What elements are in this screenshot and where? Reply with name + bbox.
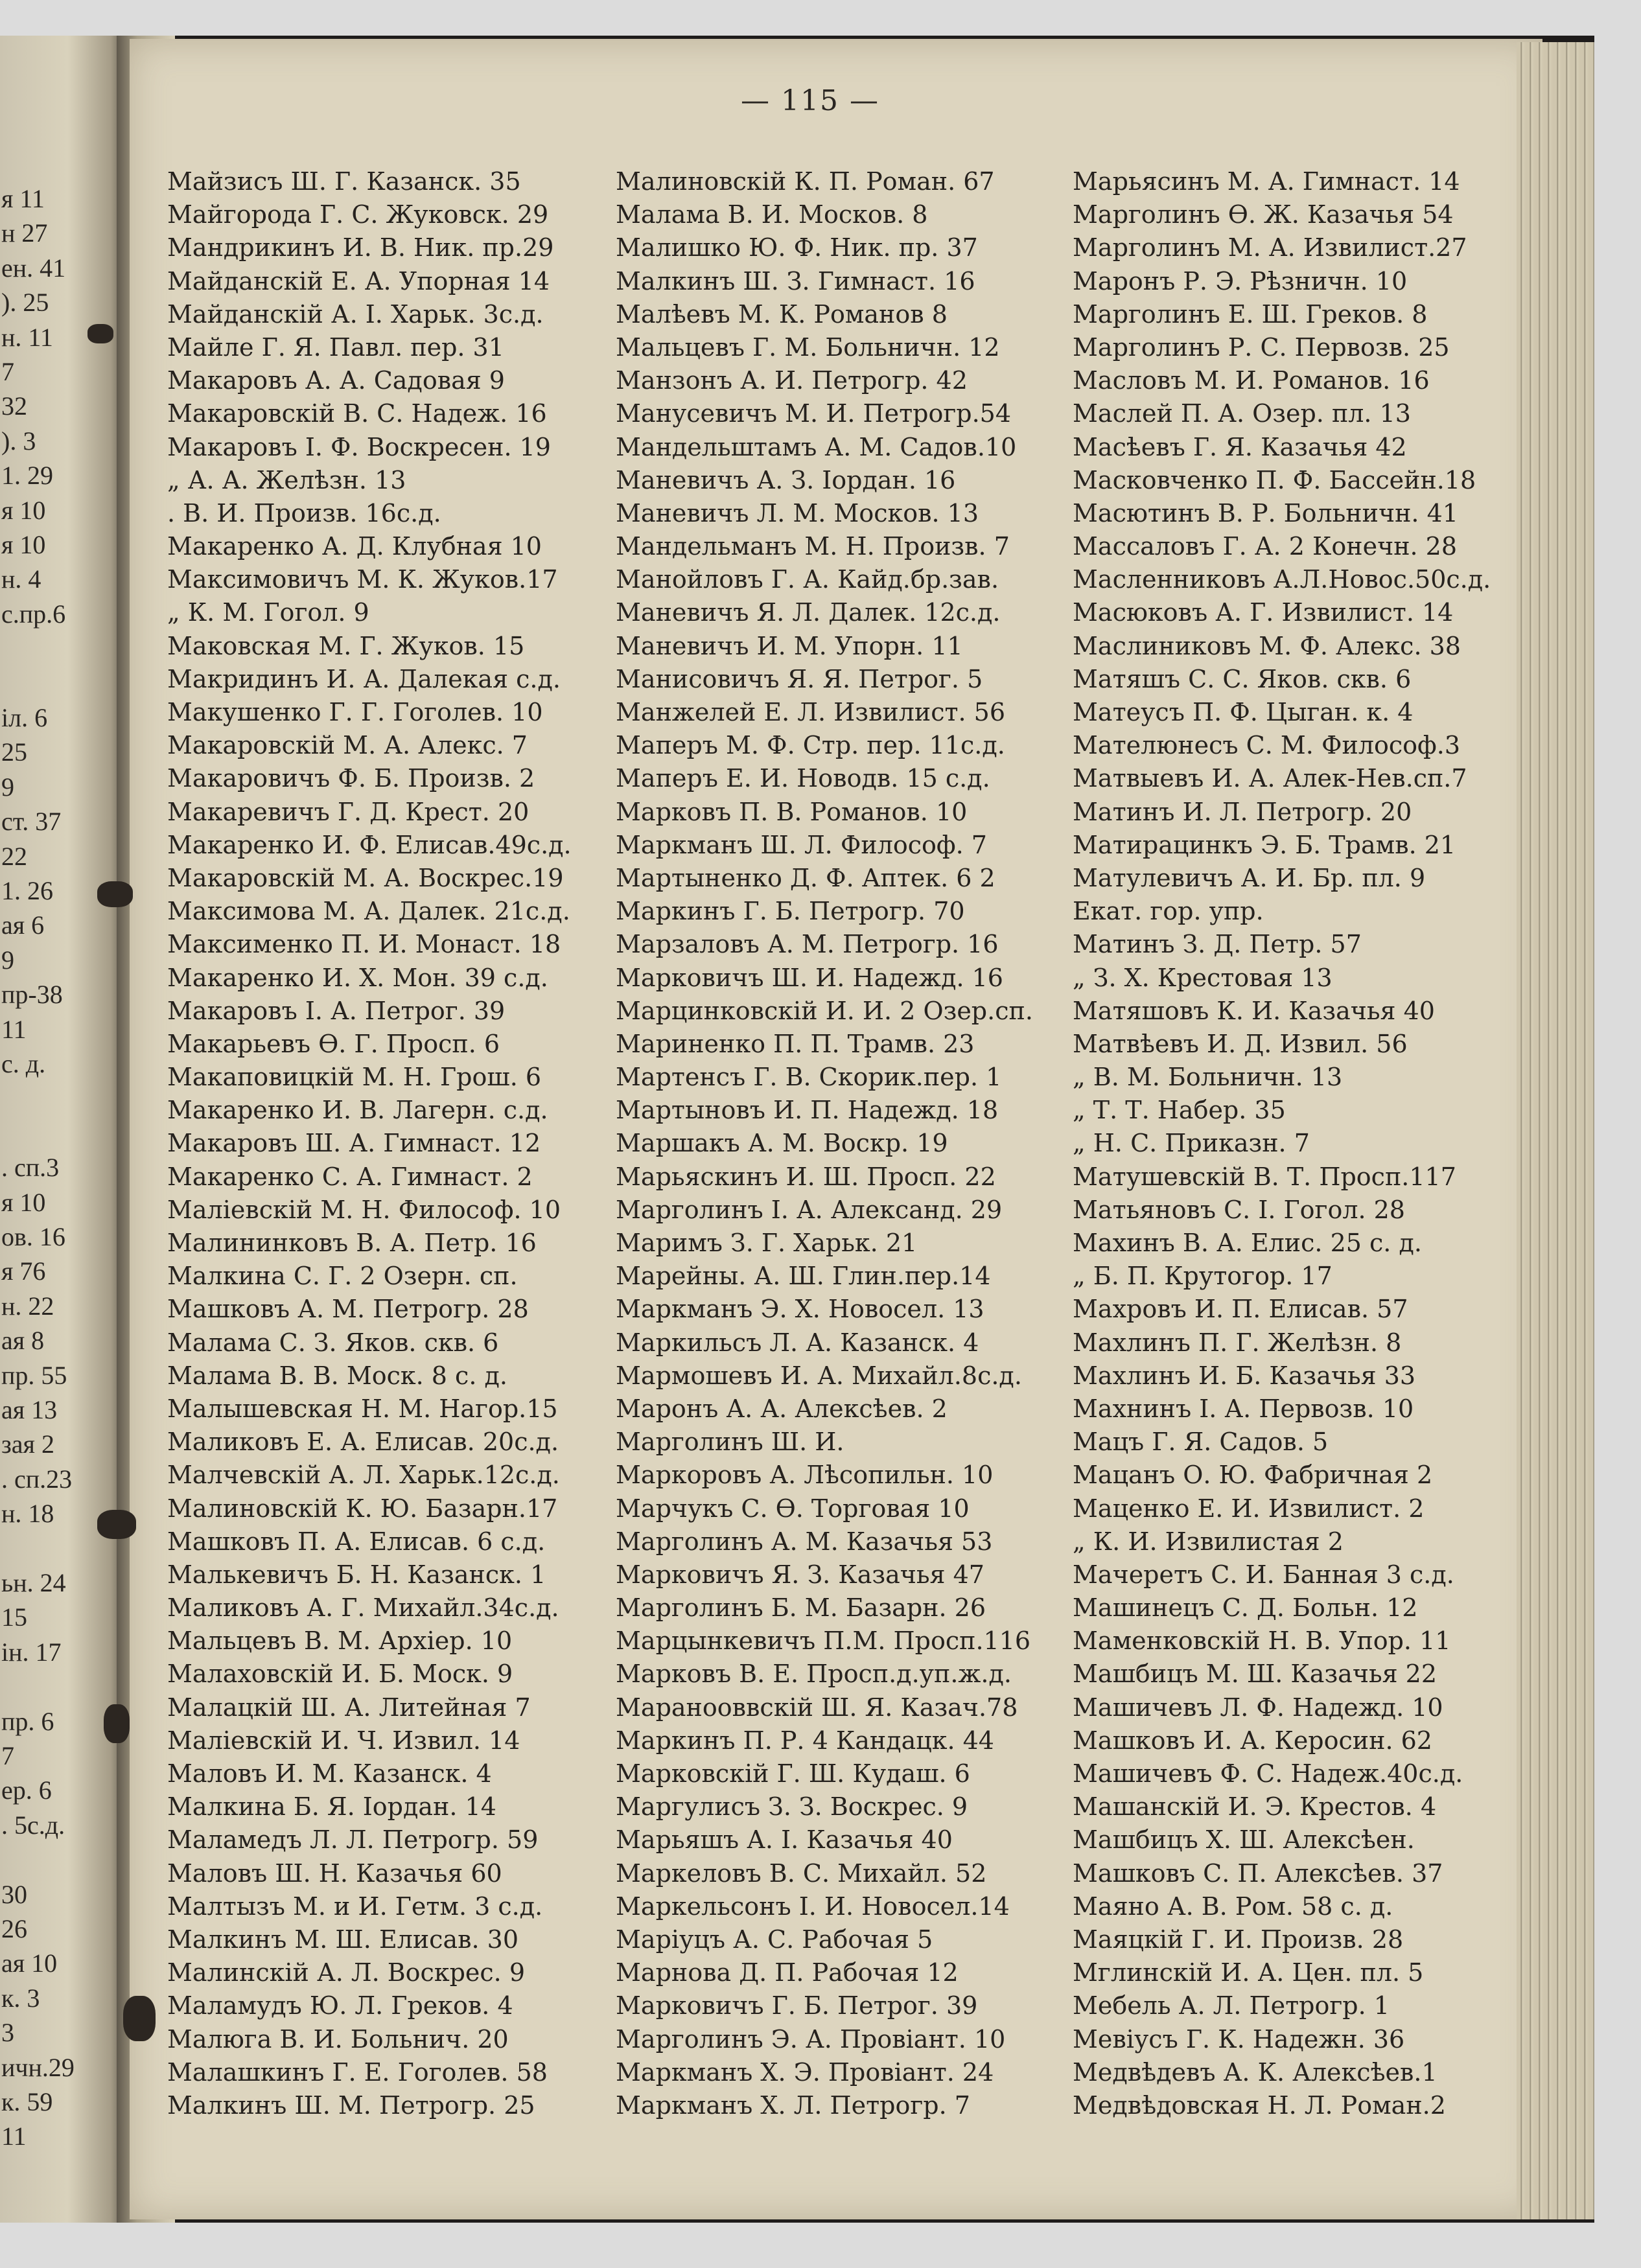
directory-entry: Малаховскій И. Б. Моск. 9	[167, 1660, 513, 1689]
previous-page-fragment: 9	[1, 772, 14, 802]
previous-page-fragment: 11	[1, 2122, 27, 2151]
directory-entry: Макридинъ И. А. Далекая с.д.	[167, 664, 561, 693]
directory-entry: Малама В. И. Москов. 8	[616, 200, 928, 229]
directory-entry: Малининковъ В. А. Петр. 16	[167, 1229, 537, 1257]
directory-entry: Маламудъ Ю. Л. Греков. 4	[167, 1991, 513, 2020]
directory-entry: Максимовичъ М. К. Жуков.17	[167, 565, 558, 594]
directory-entry: Макаровъ І. Ф. Воскресен. 19	[167, 432, 551, 461]
directory-entry: Мателюнесъ С. М. Философ.3	[1073, 731, 1460, 760]
directory-entry: Махинъ В. А. Елис. 25 с. д.	[1073, 1229, 1422, 1257]
previous-page-fragment: н. 22	[1, 1291, 54, 1321]
previous-page-fragment: ов. 16	[1, 1222, 65, 1251]
directory-entry: Мартыненко Д. Ф. Аптек. 6 2	[616, 863, 995, 892]
previous-page-fragment: н. 18	[1, 1499, 54, 1529]
previous-page-fragment: ая 6	[1, 910, 45, 940]
directory-entry: Маргулисъ З. З. Воскрес. 9	[616, 1792, 968, 1822]
directory-entry: Майгорода Г. С. Жуковск. 29	[167, 200, 549, 229]
directory-entry: Малама С. З. Яков. скв. 6	[167, 1328, 499, 1357]
directory-entry: Масленниковъ А.Л.Новос.50с.д.	[1073, 565, 1491, 594]
directory-entry: Маркманъ Х. Л. Петрогр. 7	[616, 2090, 970, 2120]
directory-entry: Марковъ В. Е. Просп.д.уп.ж.д.	[616, 1660, 1012, 1689]
directory-entry: Матвѣевъ И. Д. Извил. 56	[1073, 1029, 1408, 1058]
directory-entry: Маценко Е. И. Извилист. 2	[1073, 1494, 1425, 1523]
previous-page-fragment: я 10	[1, 530, 46, 559]
directory-entry: Маронъ А. А. Алексѣев. 2	[616, 1394, 948, 1423]
previous-page-fragment: 7	[1, 357, 14, 386]
directory-entry: Макаровичъ Ф. Б. Произв. 2	[167, 764, 535, 793]
directory-entry: Марковичъ Я. З. Казачья 47	[616, 1560, 984, 1589]
previous-page-fragment: 26	[1, 1914, 27, 1943]
ink-mark	[97, 881, 133, 907]
directory-entry: „ З. Х. Крестовая 13	[1073, 963, 1333, 992]
directory-entry: Махлинъ И. Б. Казачья 33	[1073, 1361, 1416, 1390]
directory-entry: „ К. М. Гогол. 9	[167, 598, 369, 627]
directory-entry: Макарьевъ Ѳ. Г. Просп. 6	[167, 1029, 500, 1058]
directory-entry: Макаренко И. В. Лагерн. с.д.	[167, 1096, 548, 1125]
directory-entry: Марголинъ Р. С. Первозв. 25	[1073, 332, 1450, 362]
directory-entry: Маршакъ А. М. Воскр. 19	[616, 1129, 948, 1158]
directory-entry: Марцинковскій И. И. 2 Озер.сп.	[616, 996, 1033, 1025]
directory-entry: „ В. М. Больничн. 13	[1073, 1063, 1343, 1092]
directory-entry: Мальцевъ Г. М. Больничн. 12	[616, 332, 1000, 362]
directory-entry: Майле Г. Я. Павл. пер. 31	[167, 332, 504, 362]
directory-entry: Маслей П. А. Озер. пл. 13	[1073, 399, 1411, 428]
directory-entry: „ Н. С. Приказн. 7	[1073, 1129, 1310, 1158]
directory-entry: Маранооввскій Ш. Я. Казач.78	[616, 1693, 1018, 1722]
previous-page-fragment: с.пр.6	[1, 599, 66, 629]
directory-entry: Малтызъ М. и И. Гетм. 3 с.д.	[167, 1892, 543, 1921]
directory-entry: Макаровъ Ш. А. Гимнаст. 12	[167, 1129, 541, 1158]
directory-entry: Максимова М. А. Далек. 21с.д.	[167, 897, 570, 926]
previous-page-fragment: пр. 6	[1, 1706, 54, 1736]
previous-page-fragment: 1. 26	[1, 876, 53, 905]
previous-page-fragment: к. 3	[1, 1983, 40, 2013]
previous-page-fragment: ая 10	[1, 1949, 58, 1978]
directory-entry: Марголинъ Б. М. Базарн. 26	[616, 1593, 986, 1623]
directory-entry: Екат. гор. упр.	[1073, 897, 1264, 926]
directory-entry: Малкинъ Ш. М. Петрогр. 25	[167, 2090, 535, 2120]
directory-entry: Марзаловъ А. М. Петрогр. 16	[616, 930, 999, 959]
directory-entry: Малкинъ М. Ш. Елисав. 30	[167, 1925, 519, 1954]
directory-entry: Маневичъ Л. М. Москов. 13	[616, 498, 979, 527]
directory-entry: Малама В. В. Моск. 8 с. д.	[167, 1361, 507, 1390]
previous-page-fragment: ст. 37	[1, 807, 62, 837]
directory-entry: Макаровскій М. А. Алекс. 7	[167, 731, 528, 760]
directory-entry: Мевіусъ Г. К. Надежн. 36	[1073, 2024, 1405, 2054]
directory-entry: Маковская М. Г. Жуков. 15	[167, 631, 525, 660]
ink-mark	[123, 1996, 156, 2041]
directory-entry: Маркоровъ А. Лѣсопильн. 10	[616, 1461, 994, 1490]
previous-page-fragment: н. 4	[1, 564, 41, 594]
directory-entry: Марчукъ С. Ѳ. Торговая 10	[616, 1494, 970, 1523]
directory-entry: Малиновскій К. П. Роман. 67	[616, 167, 995, 196]
previous-page-fragment: ер. 6	[1, 1776, 52, 1805]
previous-page-fragment: ьн. 24	[1, 1568, 66, 1597]
directory-entry: Медвѣдовская Н. Л. Роман.2	[1073, 2090, 1446, 2120]
directory-entry: Мандельштамъ А. М. Садов.10	[616, 432, 1017, 461]
directory-entry: Марьяскинъ И. Ш. Просп. 22	[616, 1162, 996, 1191]
previous-page-fragment: зая 2	[1, 1429, 54, 1459]
directory-entry: Макаренко И. Х. Мон. 39 с.д.	[167, 963, 548, 992]
directory-entry: Маловъ И. М. Казанск. 4	[167, 1759, 492, 1788]
directory-entry: Мглинскій И. А. Цен. пл. 5	[1073, 1958, 1424, 1987]
directory-entry: Маслиниковъ М. Ф. Алекс. 38	[1073, 631, 1461, 660]
directory-entry: Марголинъ Ѳ. Ж. Казачья 54	[1073, 200, 1454, 229]
directory-entry: Маріуцъ А. С. Рабочая 5	[616, 1925, 933, 1954]
directory-entry: Маліевскій И. Ч. Извил. 14	[167, 1726, 520, 1755]
directory-entry: Марголинъ М. А. Извилист.27	[1073, 233, 1467, 262]
directory-entry: Маламедъ Л. Л. Петрогр. 59	[167, 1825, 539, 1855]
directory-entry: Матинъ З. Д. Петр. 57	[1073, 930, 1362, 959]
previous-page-fragment: к. 59	[1, 2087, 53, 2116]
previous-page-fragment: ). 3	[1, 426, 36, 456]
previous-page-edge	[0, 36, 123, 2223]
previous-page-fragment: 1. 29	[1, 461, 53, 491]
directory-entry: Матеусъ П. Ф. Цыган. к. 4	[1073, 698, 1414, 726]
directory-entry: Малиновскій К. Ю. Базарн.17	[167, 1494, 558, 1523]
directory-entry: Манзонъ А. И. Петрогр. 42	[616, 366, 968, 395]
ink-mark	[97, 1510, 136, 1539]
directory-entry: „ Б. П. Крутогор. 17	[1073, 1262, 1333, 1291]
directory-entry: Масюковъ А. Г. Извилист. 14	[1073, 598, 1454, 627]
directory-entry: Майданскій Е. А. Упорная 14	[167, 266, 550, 295]
previous-page-fragment: ая 8	[1, 1326, 45, 1356]
directory-entry: Маркинъ Г. Б. Петрогр. 70	[616, 897, 965, 926]
directory-entry: Машковъ И. А. Керосин. 62	[1073, 1726, 1432, 1755]
directory-entry: Маркманъ Ш. Л. Философ. 7	[616, 830, 987, 859]
directory-entry: Маркманъ Э. Х. Новосел. 13	[616, 1295, 984, 1324]
directory-entry: Матяшовъ К. И. Казачья 40	[1073, 996, 1435, 1025]
directory-entry: Маронъ Р. Э. Рѣзничн. 10	[1073, 266, 1408, 295]
directory-entry: Матвыевъ И. А. Алек-Нев.сп.7	[1073, 764, 1467, 793]
directory-entry: Махровъ И. П. Елисав. 57	[1073, 1295, 1408, 1324]
directory-entry: Марковичъ Г. Б. Петрог. 39	[616, 1991, 978, 2020]
directory-entry: Марковъ П. В. Романов. 10	[616, 797, 968, 826]
directory-entry: Машковъ А. М. Петрогр. 28	[167, 1295, 529, 1324]
previous-page-fragment: 15	[1, 1603, 27, 1632]
ink-mark	[104, 1704, 130, 1743]
directory-entry: Машковъ П. А. Елисав. 6 с.д.	[167, 1527, 546, 1556]
directory-entry: Марголинъ Э. А. Провіант. 10	[616, 2024, 1006, 2054]
directory-entry: Масютинъ В. Р. Больничн. 41	[1073, 498, 1458, 527]
directory-entry: Макаровскій М. А. Воскрес.19	[167, 863, 564, 892]
directory-entry: Марковскій Г. Ш. Кудаш. 6	[616, 1759, 970, 1788]
bottom-margin	[0, 2223, 1641, 2268]
directory-entry: Мандрикинъ И. В. Ник. пр.29	[167, 233, 554, 262]
directory-entry: Маневичъ А. З. Іордан. 16	[616, 465, 956, 494]
directory-entry: Массаловъ Г. А. 2 Конечн. 28	[1073, 532, 1458, 561]
previous-page-fragment: ая 13	[1, 1395, 58, 1424]
directory-entry: Манжелей Е. Л. Извилист. 56	[616, 698, 1006, 726]
directory-entry: Мариненко П. П. Трамв. 23	[616, 1029, 975, 1058]
previous-page-fragment: . сп.3	[1, 1153, 60, 1183]
directory-entry: Маневичъ И. М. Упорн. 11	[616, 631, 963, 660]
directory-entry: Машковъ С. П. Алексѣев. 37	[1073, 1858, 1443, 1888]
previous-page-fragment: ичн.29	[1, 2052, 75, 2082]
directory-entry: Макаренко И. Ф. Елисав.49с.д.	[167, 830, 572, 859]
directory-entry: Марголинъ А. М. Казачья 53	[616, 1527, 993, 1556]
previous-page-fragment: н 27	[1, 218, 48, 248]
directory-entry: Мартыновъ И. П. Надежд. 18	[616, 1096, 999, 1125]
directory-entry: Малчевскій А. Л. Харьк.12с.д.	[167, 1461, 560, 1490]
directory-entry: Мебель А. Л. Петрогр. 1	[1073, 1991, 1390, 2020]
previous-page-fragment: 7	[1, 1741, 14, 1770]
directory-entry: Матирацинкъ Э. Б. Трамв. 21	[1073, 830, 1456, 859]
previous-page-fragment: с. д.	[1, 1049, 46, 1078]
previous-page-fragment: ін. 17	[1, 1637, 62, 1667]
directory-entry: Маменковскій Н. В. Упор. 11	[1073, 1626, 1451, 1656]
previous-page-fragment: . сп.23	[1, 1464, 73, 1494]
directory-entry: Машбицъ Х. Ш. Алексѣен.	[1073, 1825, 1415, 1855]
directory-entry: Макаровъ А. А. Садовая 9	[167, 366, 505, 395]
directory-entry: Марголинъ Е. Ш. Греков. 8	[1073, 299, 1428, 329]
directory-entry: Мандельманъ М. Н. Произв. 7	[616, 532, 1010, 561]
previous-page-fragment: 25	[1, 737, 27, 767]
directory-entry: Мацанъ О. Ю. Фабричная 2	[1073, 1461, 1433, 1490]
directory-entry: „ А. А. Желѣзн. 13	[167, 465, 406, 494]
directory-entry: Маяцкій Г. И. Произв. 28	[1073, 1925, 1404, 1954]
directory-entry: Макаповицкій М. Н. Грош. 6	[167, 1063, 542, 1092]
directory-entry: Малинскій А. Л. Воскрес. 9	[167, 1958, 526, 1987]
directory-entry: Макаренко С. А. Гимнаст. 2	[167, 1162, 533, 1191]
directory-entry: Маркманъ Х. Э. Провіант. 24	[616, 2057, 994, 2087]
previous-page-fragment: я 10	[1, 495, 46, 525]
directory-entry: Марковичъ Ш. И. Надежд. 16	[616, 963, 1003, 992]
previous-page-fragment: я 10	[1, 1187, 46, 1217]
directory-entry: Маркильсъ Л. А. Казанск. 4	[616, 1328, 979, 1357]
directory-entry: Макаровъ І. А. Петрог. 39	[167, 996, 506, 1025]
directory-column-3	[1073, 165, 1526, 2122]
directory-entry: Майзисъ Ш. Г. Казанск. 35	[167, 167, 521, 196]
directory-entry: Малацкій Ш. А. Литейная 7	[167, 1693, 531, 1722]
directory-entry: Манисовичъ Я. Я. Петрог. 5	[616, 664, 983, 693]
directory-entry: Машичевъ Л. Ф. Надежд. 10	[1073, 1693, 1443, 1722]
previous-page-fragment: 32	[1, 391, 27, 421]
previous-page-fragment: 22	[1, 841, 27, 871]
directory-entry: Мачеретъ С. И. Банная 3 с.д.	[1073, 1560, 1454, 1589]
previous-page-fragment: 30	[1, 1879, 27, 1909]
directory-entry: Майданскій А. І. Харьк. 3с.д.	[167, 299, 544, 329]
directory-entry: Маловъ Ш. Н. Казачья 60	[167, 1858, 502, 1888]
directory-entry: Маркеловъ В. С. Михайл. 52	[616, 1858, 987, 1888]
directory-entry: Макаровскій В. С. Надеж. 16	[167, 399, 547, 428]
directory-entry: Маперъ Е. И. Новодв. 15 с.д.	[616, 764, 990, 793]
directory-entry: Матяшъ С. С. Яков. скв. 6	[1073, 664, 1412, 693]
directory-entry: Матинъ И. Л. Петрогр. 20	[1073, 797, 1412, 826]
directory-entry: Масковченко П. Ф. Бассейн.18	[1073, 465, 1476, 494]
directory-entry: Масловъ М. И. Романов. 16	[1073, 366, 1430, 395]
directory-entry: Масѣевъ Г. Я. Казачья 42	[1073, 432, 1407, 461]
directory-entry: Малышевская Н. М. Нагор.15	[167, 1394, 558, 1423]
directory-entry: Малкина Б. Я. Іордан. 14	[167, 1792, 496, 1822]
directory-entry: Максименко П. И. Монаст. 18	[167, 930, 561, 959]
directory-entry: Маликовъ Е. А. Елисав. 20с.д.	[167, 1428, 559, 1457]
previous-page-fragment: н. 11	[1, 322, 53, 352]
directory-entry: Матушевскій В. Т. Просп.117	[1073, 1162, 1456, 1191]
directory-column-1	[167, 165, 614, 2122]
previous-page-fragment: іл. 6	[1, 703, 48, 732]
directory-column-2	[616, 165, 1073, 2122]
ink-mark	[87, 324, 113, 343]
directory-entry: Маяно А. В. Ром. 58 с. д.	[1073, 1892, 1393, 1921]
previous-page-fragment: 9	[1, 945, 14, 975]
previous-page-fragment: 11	[1, 1014, 27, 1044]
directory-entry: Медвѣдевъ А. К. Алексѣев.1	[1073, 2057, 1437, 2087]
directory-entry: Марголинъ Ш. И.	[616, 1428, 844, 1457]
directory-entry: Машинецъ С. Д. Больн. 12	[1073, 1593, 1418, 1623]
directory-entry: Маримъ З. Г. Харьк. 21	[616, 1229, 918, 1257]
directory-entry: Машбицъ М. Ш. Казачья 22	[1073, 1660, 1437, 1689]
previous-page-fragment: пр-38	[1, 980, 63, 1010]
directory-entry: Маперъ М. Ф. Стр. пер. 11с.д.	[616, 731, 1005, 760]
directory-entry: Малкина С. Г. 2 Озерн. сп.	[167, 1262, 518, 1291]
previous-page-fragment: 3	[1, 2018, 14, 2048]
directory-entry: Машанскій И. Э. Крестов. 4	[1073, 1792, 1437, 1822]
directory-entry: Малкинъ Ш. З. Гимнаст. 16	[616, 266, 975, 295]
directory-entry: Матулевичъ А. И. Бр. пл. 9	[1073, 863, 1426, 892]
directory-entry: Марейны. А. Ш. Глин.пер.14	[616, 1262, 991, 1291]
directory-entry: Марголинъ І. А. Александ. 29	[616, 1195, 1003, 1224]
previous-page-fragment: . 5с.д.	[1, 1810, 65, 1840]
directory-entry: Макушенко Г. Г. Гоголев. 10	[167, 698, 543, 726]
directory-entry: Махлинъ П. Г. Желѣзн. 8	[1073, 1328, 1402, 1357]
directory-entry: Мацъ Г. Я. Садов. 5	[1073, 1428, 1329, 1457]
directory-entry: Марцынкевичъ П.М. Просп.116	[616, 1626, 1031, 1656]
directory-entry: Манусевичъ М. И. Петрогр.54	[616, 399, 1012, 428]
previous-page-fragment: я 11	[1, 184, 45, 213]
directory-entry: Марьясинъ М. А. Гимнаст. 14	[1073, 167, 1460, 196]
directory-entry: Марнова Д. П. Рабочая 12	[616, 1958, 959, 1987]
previous-page-fragment: ен. 41	[1, 253, 66, 283]
directory-entry: „ К. И. Извилистая 2	[1073, 1527, 1344, 1556]
directory-entry: Манойловъ Г. А. Кайд.бр.зав.	[616, 565, 999, 594]
directory-entry: „ Т. Т. Набер. 35	[1073, 1096, 1286, 1125]
directory-entry: Мартенсъ Г. В. Скорик.пер. 1	[616, 1063, 1002, 1092]
page-number: — 115 —	[741, 84, 879, 117]
previous-page-fragment: ). 25	[1, 288, 49, 318]
directory-entry: Маркельсонъ І. И. Новосел.14	[616, 1892, 1010, 1921]
directory-entry: Малюга В. И. Больнич. 20	[167, 2024, 509, 2054]
directory-entry: Машичевъ Ф. С. Надеж.40с.д.	[1073, 1759, 1463, 1788]
directory-entry: Махнинъ І. А. Первозв. 10	[1073, 1394, 1414, 1423]
directory-entry: Марьяшъ А. І. Казачья 40	[616, 1825, 953, 1855]
page-stack-edge	[1517, 42, 1594, 2219]
directory-entry: Маркинъ П. Р. 4 Кандацк. 44	[616, 1726, 994, 1755]
directory-entry: Малишко Ю. Ф. Ник. пр. 37	[616, 233, 978, 262]
directory-entry: Макаренко А. Д. Клубная 10	[167, 532, 542, 561]
directory-entry: Макаревичъ Г. Д. Крест. 20	[167, 797, 530, 826]
previous-page-fragment: пр. 55	[1, 1360, 67, 1390]
directory-entry: Маневичъ Я. Л. Далек. 12с.д.	[616, 598, 1001, 627]
directory-entry: Мальцевъ В. М. Архіер. 10	[167, 1626, 513, 1656]
directory-entry: Малькевичъ Б. Н. Казанск. 1	[167, 1560, 546, 1589]
directory-entry: Маликовъ А. Г. Михайл.34с.д.	[167, 1593, 559, 1623]
directory-entry: Малѣевъ М. К. Романов 8	[616, 299, 948, 329]
directory-entry: Маліевскій М. Н. Философ. 10	[167, 1195, 561, 1224]
directory-entry: . В. И. Произв. 16с.д.	[167, 498, 441, 527]
directory-entry: Малашкинъ Г. Е. Гоголев. 58	[167, 2057, 548, 2087]
previous-page-fragment: я 76	[1, 1256, 46, 1286]
directory-entry: Матьяновъ С. І. Гогол. 28	[1073, 1195, 1405, 1224]
directory-entry: Мармошевъ И. А. Михайл.8с.д.	[616, 1361, 1022, 1390]
